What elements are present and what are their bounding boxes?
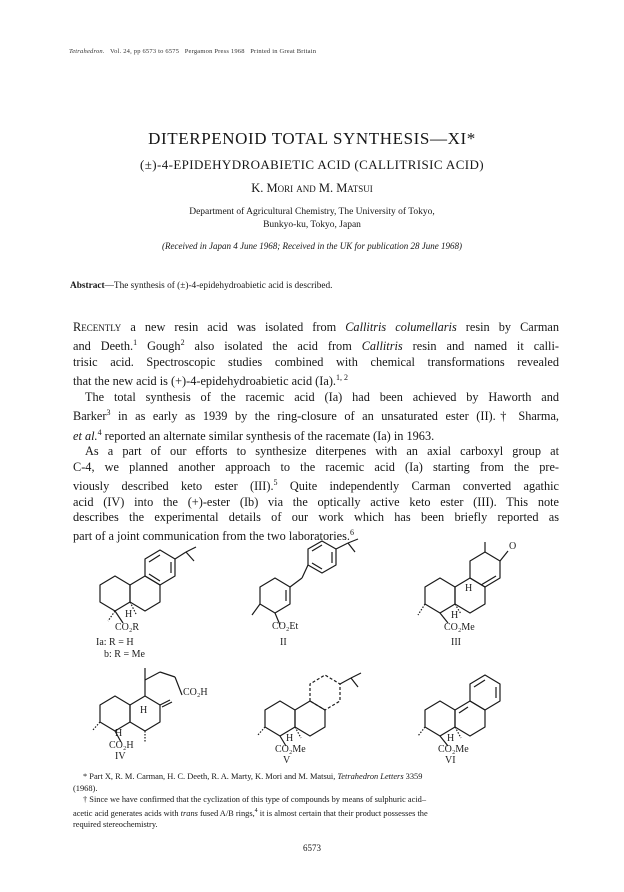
text-run: resin by Carman xyxy=(456,320,559,334)
genus-name: Callitris xyxy=(361,339,403,354)
abstract-text: —The synthesis of (±)-4-epidehydroabietic acid is described. xyxy=(104,281,333,291)
journal-ref: Tetrahedron Letters xyxy=(337,772,404,781)
reference-sup: 6 xyxy=(349,528,354,538)
text-run: Quite independently Carman converted agathic xyxy=(277,479,559,494)
label-o: O xyxy=(509,541,517,552)
label-iv: IV xyxy=(115,751,126,762)
text-run: and Deeth. xyxy=(73,339,134,354)
text-run: that the new acid is (+)-4-epidehydroabietic acid (Ia). xyxy=(73,374,337,389)
text-run: also isolated the acid from xyxy=(184,339,362,354)
running-head xyxy=(69,48,316,55)
structure-ii xyxy=(252,539,358,648)
label-co2me: CO₂Me xyxy=(275,744,306,755)
text-line xyxy=(73,425,559,445)
text-run: fused A/B rings, xyxy=(197,808,255,818)
lead-word: Recently xyxy=(73,320,122,334)
text-line xyxy=(73,320,559,335)
reference-sup: 4 xyxy=(97,427,102,437)
paragraph-1 xyxy=(73,320,559,390)
footnotes xyxy=(73,771,559,830)
text-run: part of a joint communication from the two laboratories. xyxy=(73,529,350,544)
footnote-1 xyxy=(73,771,559,783)
paragraph-2 xyxy=(73,390,559,444)
text-run: viously described keto ester (III). xyxy=(73,479,274,494)
authors: K. Mori and M. Matsui xyxy=(251,181,373,195)
text-line: The total synthesis of the racemic acid (Ia) had been achieved by Haworth and xyxy=(85,389,559,404)
text-line: As a part of our efforts to synthesize diterpenes with an axial carboxyl group at xyxy=(85,444,559,459)
reference-sup: 2 xyxy=(180,338,185,348)
label-ia: Ia: R = H xyxy=(96,637,134,648)
label-co2r: CO₂R xyxy=(115,622,140,633)
reference-sup: 3 xyxy=(106,408,111,418)
label-vi: VI xyxy=(445,755,456,766)
text-run: † Since we have confirmed that the cyclization of this type of compounds by means of sulphuric acid– xyxy=(83,795,427,804)
text-run: acetic acid generates acids with xyxy=(73,808,181,818)
label-ib: b: R = Me xyxy=(104,649,145,660)
text-run: 3359 xyxy=(403,772,423,781)
body-text xyxy=(73,320,559,545)
footnote-2 xyxy=(73,794,559,806)
affiliation xyxy=(0,206,624,232)
journal-name: Tetrahedron. xyxy=(69,48,105,55)
affiliation-line-1: Department of Agricultural Chemistry, The University of Tokyo, xyxy=(189,207,435,217)
printed-info: Printed in Great Britain xyxy=(250,48,317,55)
reference-sup: 4 xyxy=(254,807,258,814)
paper-subtitle: (±)-4-EPIDEHYDROABIETIC ACID (CALLITRISIC ACID) xyxy=(139,157,485,172)
text-line: describes the experimental details of our work which has been briefly reported as xyxy=(73,509,559,524)
reference-sup: 1, 2 xyxy=(336,373,349,383)
structure-drawings xyxy=(70,535,560,765)
text-line: trisic acid. Spectroscopic studies combined with chemical transformations revealed xyxy=(73,354,559,369)
text-run: reported an alternate similar synthesis of the racemate (Ia) in 1963. xyxy=(101,428,435,443)
page-number: 6573 xyxy=(303,843,321,853)
label-co2h-b: CO₂H xyxy=(109,740,134,751)
footnote-2-cont xyxy=(73,806,559,819)
et-al: et al. xyxy=(73,428,98,443)
structure-ia xyxy=(96,547,196,660)
text-run: a new resin acid was isolated from xyxy=(121,320,346,334)
paragraph-3 xyxy=(73,444,559,545)
reference-sup: 5 xyxy=(273,478,278,488)
text-line: C-4, we planned another approach to the racemic acid (Ia) starting from the pre- xyxy=(73,459,559,474)
label-co2me: CO₂Me xyxy=(444,622,475,633)
text-run: in as early as 1939 by the ring-closure of an unsaturated ester (II).† Sharma, xyxy=(110,409,559,424)
text-run: Gough xyxy=(137,339,181,354)
label-h: H xyxy=(447,733,455,744)
reference-sup: 1 xyxy=(133,338,138,348)
label-h: H xyxy=(451,610,459,621)
text-run: it is almost certain that their product possesses the xyxy=(257,808,428,818)
label-v: V xyxy=(283,755,291,766)
label-h: H xyxy=(140,705,148,716)
paper-title: DITERPENOID TOTAL SYNTHESIS—XI* xyxy=(148,129,476,148)
text-line xyxy=(73,335,559,355)
text-run: Barker xyxy=(73,409,107,424)
text-line xyxy=(73,405,559,425)
footnote-1-cont: (1968). xyxy=(73,783,98,793)
trans-word: trans xyxy=(180,808,198,818)
abstract xyxy=(70,281,333,291)
label-h: H xyxy=(125,609,133,620)
text-line xyxy=(73,370,559,390)
text-line: acid (IV) into the (+)-ester (Ib) via the optically active keto ester (III). This note xyxy=(73,494,559,509)
label-ii: II xyxy=(280,637,287,648)
received-dates: (Received in Japan 4 June 1968; Received in the UK for publication 28 June 1968) xyxy=(162,241,462,251)
label-co2et: CO₂Et xyxy=(272,621,299,632)
label-co2h: CO₂H xyxy=(183,687,208,698)
text-run: * Part X, R. M. Carman, H. C. Deeth, R. A. Marty, K. Mori and M. Matsui, xyxy=(83,772,338,781)
species-name: Callitris columellaris xyxy=(345,320,457,334)
label-h: H xyxy=(115,728,123,739)
structure-vi xyxy=(418,675,500,766)
label-iii: III xyxy=(451,637,461,648)
label-h: H xyxy=(465,583,473,594)
text-run: resin and named it calli- xyxy=(402,339,559,354)
text-line xyxy=(73,475,559,495)
abstract-label: Abstract xyxy=(70,281,105,291)
label-h: H xyxy=(286,733,294,744)
publisher-info: Pergamon Press 1968 xyxy=(184,48,245,55)
affiliation-line-2: Bunkyo-ku, Tokyo, Japan xyxy=(263,220,361,230)
footnote-2-end: required stereochemistry. xyxy=(73,819,158,829)
structure-iv xyxy=(92,668,208,762)
structure-v xyxy=(257,673,361,766)
label-co2me: CO₂Me xyxy=(438,744,469,755)
structure-figure xyxy=(70,535,560,765)
volume-info: Vol. 24, pp 6573 to 6575 xyxy=(110,48,180,55)
structure-iii xyxy=(418,541,516,648)
